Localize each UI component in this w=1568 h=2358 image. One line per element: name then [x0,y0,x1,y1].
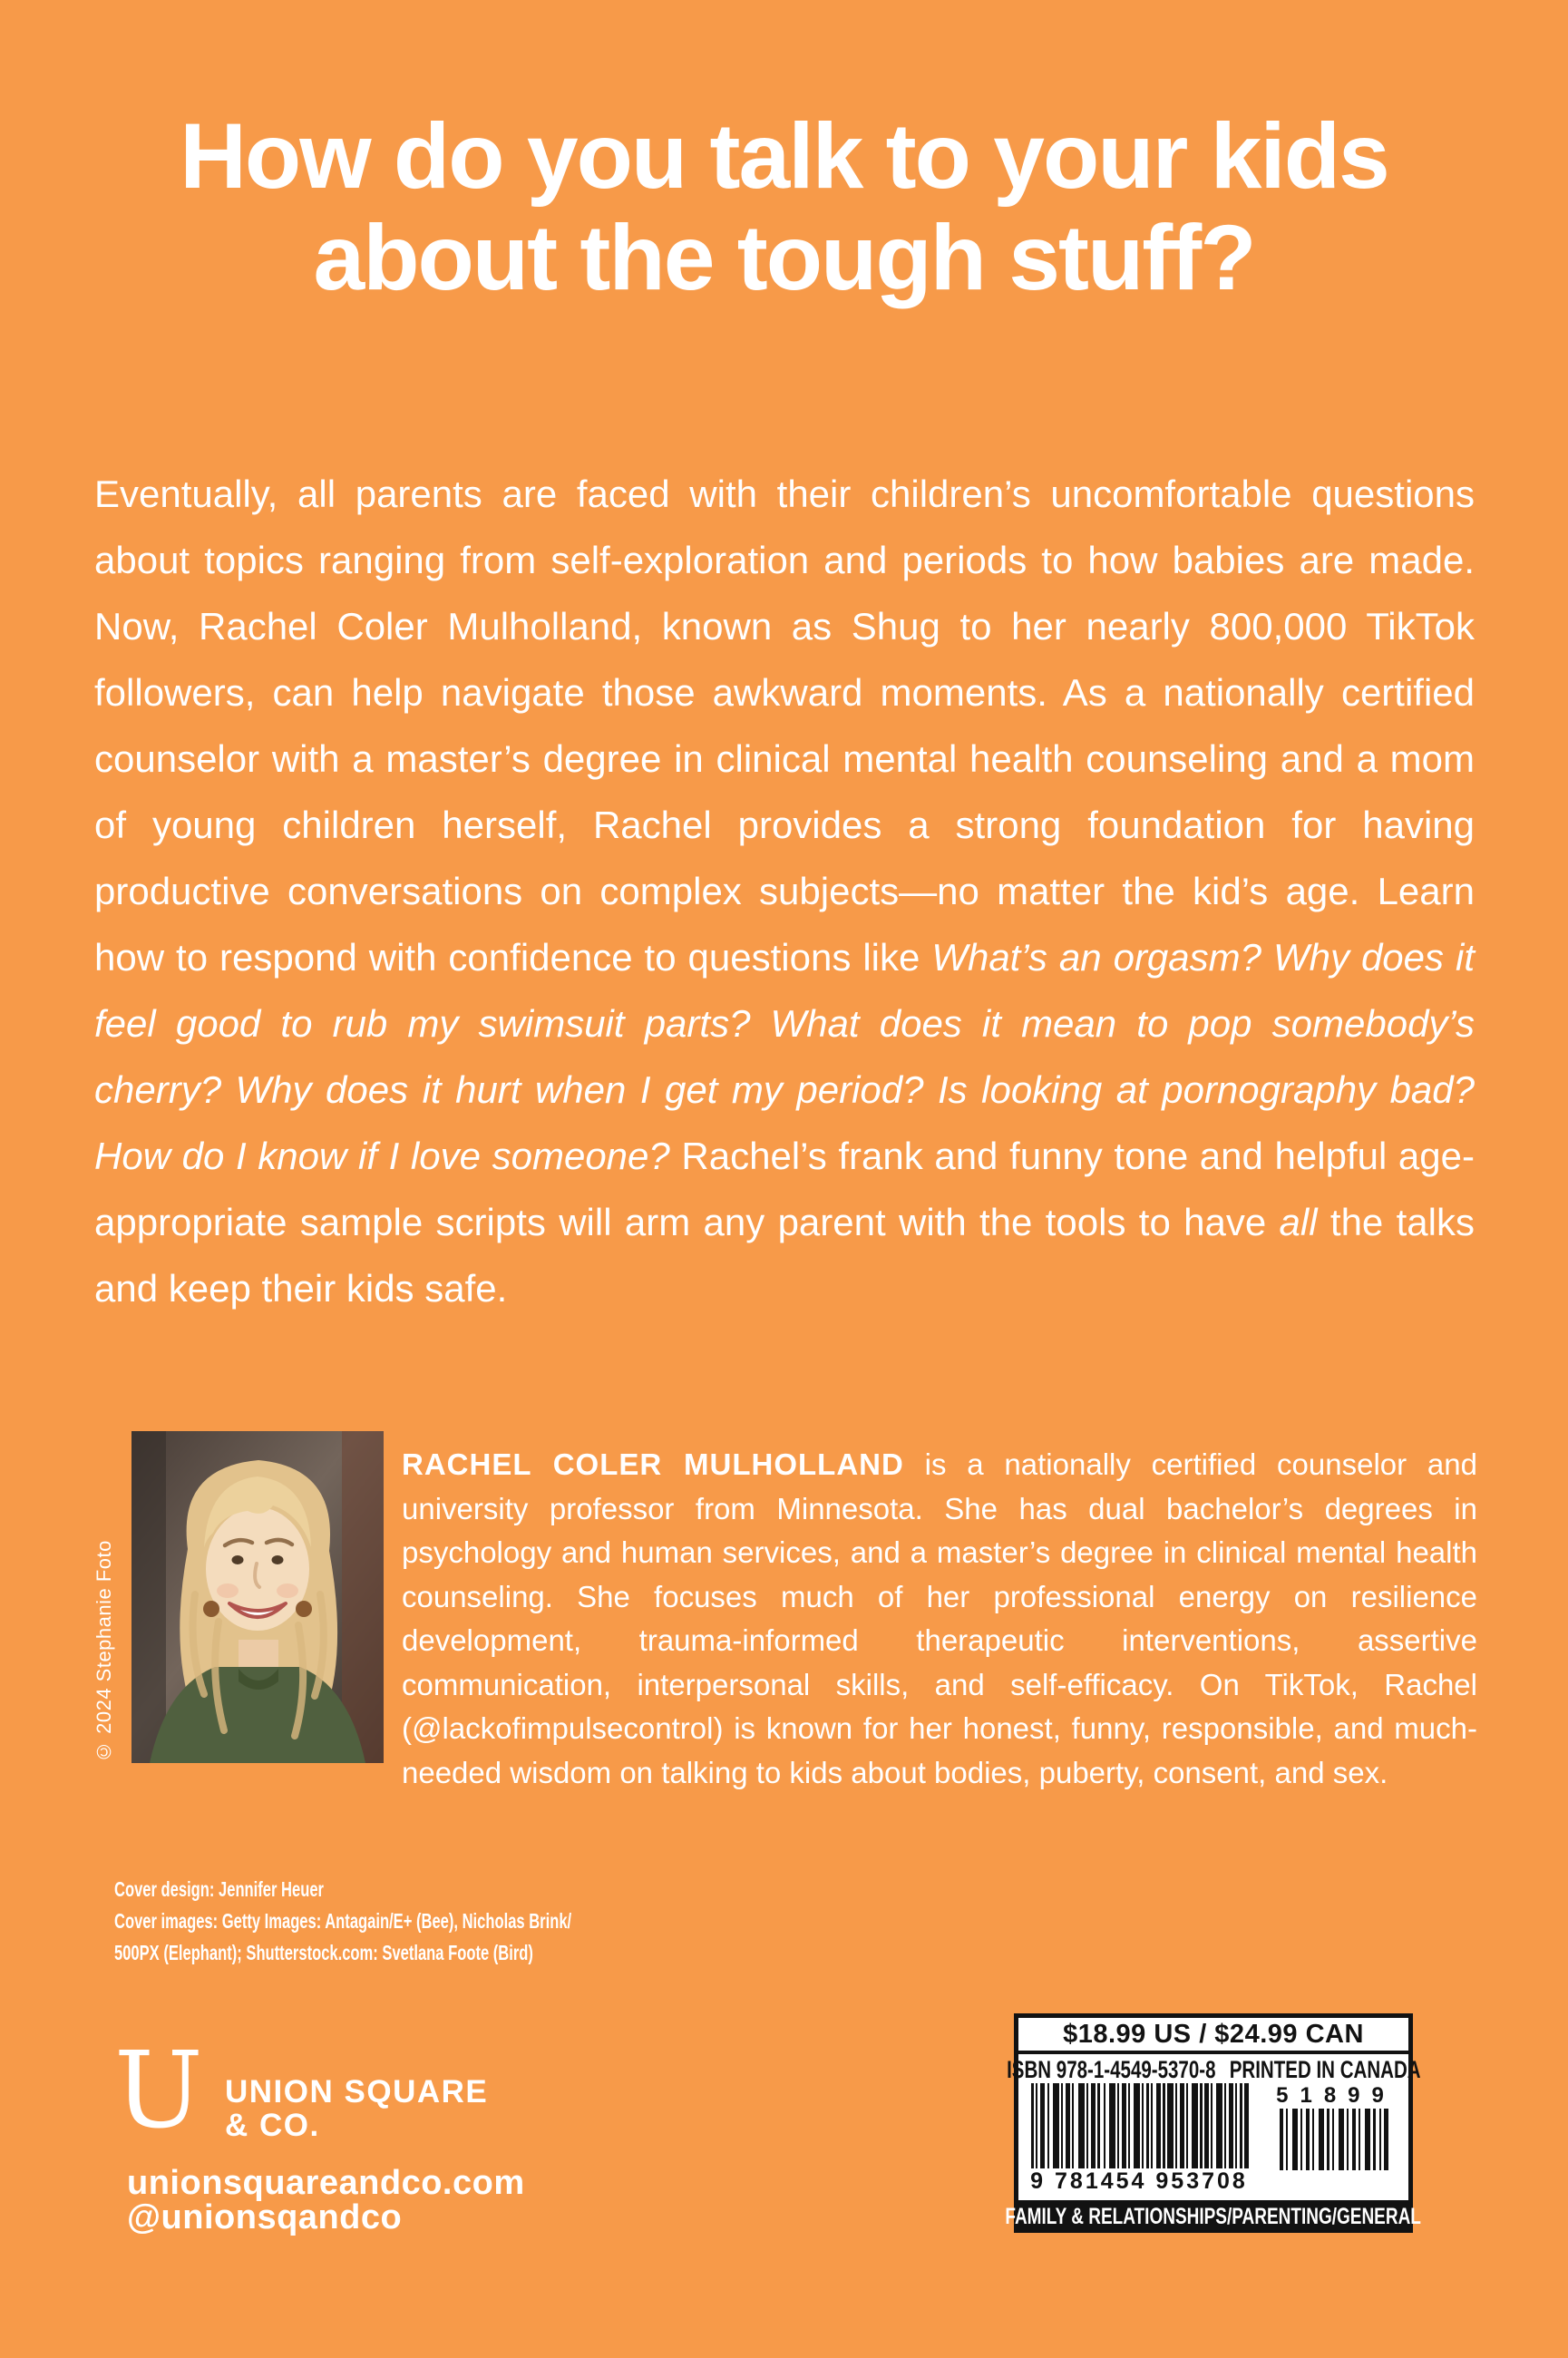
synopsis-text-2: Rachel’s frank and funny tone and helpful age-appropriate sample scripts will arm any parent with the tools to have [94,1135,1475,1243]
isbn-row [1006,2055,1421,2083]
credits-images-1: Cover images: Getty Images: Antagain/E+ (Bee), Nicholas Brink/ [114,1909,572,1933]
book-title-line-2: about the tough stuff? [313,206,1255,309]
isbn-label: ISBN 978-1-4549-5370-8 [1006,2055,1216,2083]
ean-digits: 9 781454 953708 [1018,2168,1260,2195]
book-title-line-1: How do you talk to your kids [180,104,1388,208]
printed-in-label: PRINTED IN CANADA [1229,2055,1421,2083]
publisher-social-handle: @unionsqandco [127,2198,403,2236]
credits-line [114,1874,749,1905]
author-bio [402,1443,1477,1795]
barcode-box [1005,2013,1422,2233]
photo-credit: © 2024 Stephanie Foto [93,1540,115,1763]
credits-line [114,1937,749,1969]
supplement-barcode [1280,2109,1388,2170]
author-photo [131,1431,384,1763]
credits-design: Cover design: Jennifer Heuer [114,1877,324,1901]
publisher-website: unionsquareandco.com [127,2164,525,2202]
category-label: FAMILY & RELATIONSHIPS/PARENTING/GENERAL [1005,2203,1422,2229]
credits-images-2: 500PX (Elephant); Shutterstock.com: Svetlana Foote (Bird) [114,1941,533,1964]
category-strip [1005,2200,1422,2233]
publisher-name-line-2: & CO. [225,2108,320,2143]
author-portrait-illustration [131,1431,384,1763]
book-title [0,105,1568,308]
author-name: RACHEL COLER MULHOLLAND [402,1447,904,1481]
credits-line [114,1905,749,1937]
synopsis-sample-questions: What’s an orgasm? Why does it feel good to rub my swimsuit parts? What does it mean to pop somebody’s cherry? Why does it hurt when I get my period? Is looking at pornography bad? How do I know if I love someone? [94,936,1475,1177]
synopsis-text-3: the talks and keep their kids safe. [94,1201,1475,1310]
barcode-bars-area [1018,2083,1408,2197]
publisher-name-line-1: UNION SQUARE [225,2074,489,2110]
author-bio-text: is a nationally certified counselor and university professor from Minnesota. She has dual bachelor’s degrees in psychology and human services, and a master’s degree in clinical mental health counseling. She focuses much of her professional energy on resilience development, trauma-informed therapeutic interventions, assertive communication, interpersonal skills, and self-efficacy. On TikTok, Rachel (@lackofimpulsecontrol) is known for her honest, funny, responsible, and much-needed wisdom on talking to kids about bodies, puberty, consent, and sex. [402,1447,1477,1789]
synopsis-all-emphasis: all [1279,1201,1318,1243]
publisher-wordmark [225,2075,488,2142]
supplement-digits: 51899 [1276,2083,1396,2108]
price-label: $18.99 US / $24.99 CAN [1063,2019,1364,2049]
ean-barcode [1031,2083,1249,2169]
cover-credits [114,1874,749,1969]
publisher-logo: U [114,2030,203,2152]
synopsis-paragraph [94,461,1475,1321]
synopsis-text-1: Eventually, all parents are faced with their children’s uncomfortable questions about topics ranging from self-exploration and periods to how babies are made. Now, Rachel Coler Mulholland, known as Shug to her nearly 800,000 TikTok followers, can help navigate those awkward moments. As a nationally certified counselor with a master’s degree in clinical mental health counseling and a mom of young children herself, Rachel provides a strong foundation for having productive conversations on complex subjects—no matter the kid’s age. Learn how to respond with confidence to questions like [94,473,1475,979]
price-row [1018,2018,1408,2054]
